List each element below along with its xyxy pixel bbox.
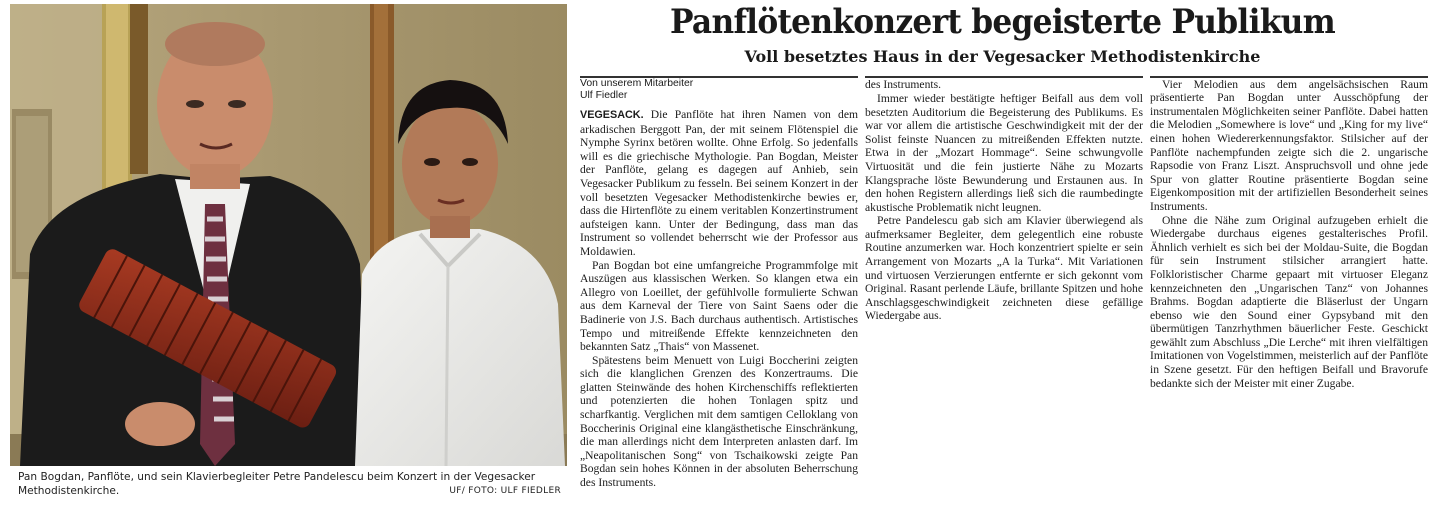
headline: Panflötenkonzert begeisterte Publikum (669, 2, 1336, 42)
paragraph: Ohne die Nähe zum Original aufzugeben erhielt die Wiedergabe durchaus eigenes gestalterisches Profil. Ähnlich verhielt es sich bei der Moldau-Suite, die Bogdan für sein Instrument stilsicher arrangiert hatte. Folkloristischer Charme gepaart mit virtuoser Eleganz kennzeichneten den „Ungarischen Tanz“ von Johannes Brahms. Bogdan adaptierte die Bläserlust der Ungarn ebenso wie den Sound einer Gypsyband mit den übermütigen Tanzrhythmen bäuerlicher Feste. Geschickt gewählt zum Abschluss „Die Lerche“ mit ihren vielfältigen Imitationen von Vogelstimmen, meisterlich auf der Panflöte in Szene gesetzt. Für den heftigen Beifall und Bravorufe bedankte sich der Meister mit einer Zugabe. (1150, 213, 1428, 390)
photo-caption-text: Pan Bogdan, Panflöte, und sein Klavierbegleiter Petre Pandelescu beim Konzert in der Vegesacker Methodistenkirche. (18, 471, 536, 497)
paragraph-continued: des Instruments. (865, 78, 941, 92)
dateline: VEGESACK. (580, 109, 644, 121)
paragraph: VEGESACK. Die Panflöte hat ihren Namen von dem arkadischen Berggott Pan, der mit seinem Flötenspiel die Nymphe Syrinx betören wollte. Ohne Erfolg. So jedenfalls will es die griechische Mythologie. Pan Bogdan, Meister der Panflöte, gelang es dagegen auf Anhieb, sein Vegesacker Publikum zu fesseln. Bei seinem Konzert in der voll besetzten Vegesacker Methodistenkirche bewies er, dass die Hirtenflöte zu einem veritablen Konzertinstrument aufsteigen kann. Unter der Bedingung, dass man das Instrument so vollendet beherrscht wie der Professor aus Moldawien. (580, 108, 858, 258)
article-photo (10, 4, 567, 466)
photo-block (10, 4, 567, 512)
photo-caption (18, 470, 563, 498)
photo-credit: UF/ FOTO: ULF FIEDLER (449, 486, 561, 496)
article-column-1 (580, 78, 858, 512)
photo-illustration (10, 4, 567, 466)
article-column-2 (865, 78, 1143, 512)
paragraph: Petre Pandelescu gab sich am Klavier überwiegend als aufmerksamer Begleiter, dem gelegentlich eine robuste Routine anzumerken war. Hoch konzentriert spielte er sein Arrangement von Mozarts „A la Turka“. Mit Variationen und virtuosen Verzierungen entfernte er sich gekonnt vom Original. Rasant perlende Läufe, brillante Spitzen und hohe Anschlagsgeschwindigkeit zeichneten diese gefällige Wiedergabe aus. (865, 214, 1143, 323)
paragraph: Pan Bogdan bot eine umfangreiche Programmfolge mit Auszügen aus klassischen Werken. So klangen etwa ein Allegro von Loeillet, der gefühlvolle formulierte Schwan aus dem Karneval der Tiere von Saint Saens oder die Badinerie von J.S. Bach durchaus authentisch. Artistisches Tempo und mitreißende Effekte kennzeichneten den bekannten Satz „Thais“ von Massenet. (580, 258, 858, 354)
byline-role: Von unserem Mitarbeiter (580, 78, 694, 89)
subheadline: Voll besetztes Haus in der Vegesacker Methodistenkirche (744, 47, 1261, 66)
paragraph: Immer wieder bestätigte heftiger Beifall aus dem voll besetzten Auditorium die Begeisterung des Publikums. Es war vor allem die artistische Geschwindigkeit mit der der Solist feinste Nuancen zu mitreißenden Effekten nutzte. Etwa in der „Mozart Hommage“. Seine schwungvolle Virtuosität und die fein justierte Nähe zu Mozarts Klangsprache löste Bewunderung und Erstaunen aus. In den hohen Registern allerdings ließ sich die raumbedingte akustische Problematik nicht leugnen. (865, 91, 1143, 214)
paragraph: Vier Melodien aus dem angelsächsischen Raum präsentierte Pan Bogdan unter Ausschöpfung der instrumentalen Möglichkeiten seiner Panflöte. Dabei hatten die Melodien „Somewhere is love“ und „King for my live“ einen hohen Wiedererkennungsfaktor. Stilsicher auf der Panflöte nachempfunden zeigte sich die 2. ungarische Rapsodie von Franz Liszt. Anspruchsvoll und ohne jede Spur von glatter Routine präsentierte Bogdan seine Eigenkomposition mit der artifiziellen Besonderheit seines Instruments. (1150, 78, 1428, 213)
byline-author: Ulf Fiedler (580, 90, 628, 101)
paragraph-split: Spätestens beim Menuett von Luigi Boccherini zeigten sich die klanglichen Grenzen des Konzertraums. Die glatten Steinwände des hohen Kirchenschiffs reflektierten und potenzierten die hohen Tonlagen spitz und scharfkantig. Verglichen mit dem samtigen Celloklang von Boccherinis Original eine klangästhetische Einschränkung, die man allerdings nicht dem Interpreten anlasten darf. Im „Neapolitanischen Song“ von Tschaikowski zeigte Pan Bogdan sein hohes Können in der absoluten Beherrschung des Instruments. (580, 353, 858, 490)
article-column-3 (1150, 78, 1428, 512)
